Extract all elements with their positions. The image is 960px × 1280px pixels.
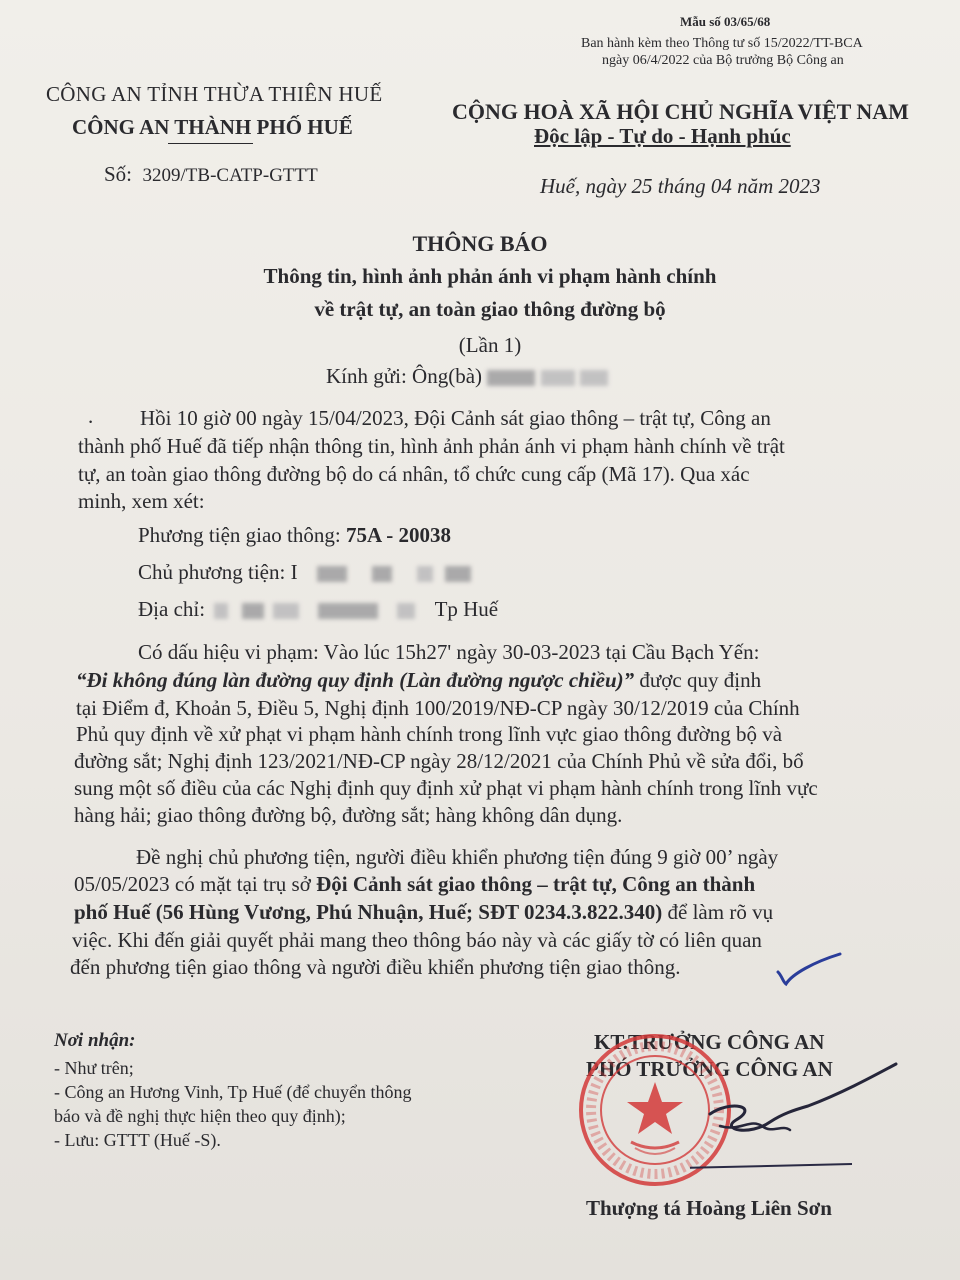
motto: Độc lập - Tự do - Hạnh phúc <box>534 124 791 148</box>
doc-round: (Lần 1) <box>458 333 522 357</box>
recipient-4: - Lưu: GTTT (Huế -S). <box>54 1130 221 1150</box>
form-code: Mẫu số 03/65/68 <box>680 14 771 29</box>
recipient-1: - Như trên; <box>54 1058 134 1078</box>
intro-line-4: minh, xem xét: <box>78 489 205 513</box>
org-name: CÔNG AN THÀNH PHỐ HUẾ <box>72 115 353 140</box>
doc-title: THÔNG BÁO <box>412 231 548 256</box>
vehicle-plate: 75A - 20038 <box>345 523 451 547</box>
handwritten-signature <box>690 1060 900 1180</box>
request-line-3: phố Huế (56 Hùng Vương, Phú Nhuận, Huế; SĐT 0234.3.822.340) để làm rõ vụ <box>74 900 774 924</box>
violation-name: “Đi không đúng làn đường quy định (Làn đường ngược chiều)” <box>76 668 635 692</box>
intro-line-1: Hồi 10 giờ 00 ngày 15/04/2023, Đội Cảnh sát giao thông – trật tự, Công an <box>140 406 771 430</box>
doc-number: Số: 3209/TB-CATP-GTTT <box>104 162 318 186</box>
violation-line-7: hàng hải; giao thông đường bộ, đường sắt; hàng không dân dụng. <box>74 803 623 827</box>
vehicle-owner-row: Chủ phương tiện: I <box>138 560 471 585</box>
request-line-4: việc. Khi đến giải quyết phải mang theo thông báo này và các giấy tờ có liên quan <box>72 928 762 952</box>
violation-line-6: sung một số điều của các Nghị định quy định xử phạt vi phạm hành chính trong lĩnh vực <box>74 776 818 800</box>
violation-line-1: Có dấu hiệu vi phạm: Vào lúc 15h27' ngày 30-03-2023 tại Cầu Bạch Yến: <box>138 640 760 664</box>
intro-line-3: tự, an toàn giao thông đường bộ do cá nhân, tổ chức cung cấp (Mã 17). Qua xác <box>78 462 750 486</box>
redacted-name <box>487 370 535 386</box>
signer-title-1: KT.TRƯỞNG CÔNG AN <box>594 1030 825 1054</box>
addressee: Kính gửi: Ông(bà) <box>326 364 608 389</box>
violation-line-2: “Đi không đúng làn đường quy định (Làn đường ngược chiều)” được quy định <box>76 668 762 692</box>
recipient-2: - Công an Hương Vinh, Tp Huế (để chuyển thông <box>54 1082 412 1102</box>
doc-subtitle-1: Thông tin, hình ảnh phản ánh vi phạm hành chính <box>263 264 717 288</box>
place-date: Huế, ngày 25 tháng 04 năm 2023 <box>540 174 821 198</box>
request-line-1: Đề nghị chủ phương tiện, người điều khiển phương tiện đúng 9 giờ 00’ ngày <box>136 845 779 869</box>
nation-name: CỘNG HOÀ XÃ HỘI CHỦ NGHĨA VIỆT NAM <box>452 99 909 124</box>
redacted-address <box>214 603 228 619</box>
redacted-owner <box>317 566 347 582</box>
doc-subtitle-2: về trật tự, an toàn giao thông đường bộ <box>314 297 666 321</box>
recipient-3: báo và đề nghị thực hiện theo quy định); <box>54 1106 346 1126</box>
vehicle-address-row: Địa chỉ: Tp Huế <box>138 597 499 621</box>
request-line-5: đến phương tiện giao thông và người điều khiển phương tiện giao thông. <box>70 955 681 979</box>
violation-line-4: Phủ quy định về xử phạt vi phạm hành chính trong lĩnh vực giao thông đường bộ và <box>76 722 783 746</box>
recipients-title: Nơi nhận: <box>54 1030 136 1051</box>
org-underline <box>168 143 253 144</box>
signer-name: Thượng tá Hoàng Liên Sơn <box>586 1196 832 1220</box>
pen-tick-mark <box>774 952 844 992</box>
violation-line-5: đường sắt; Nghị định 123/2021/NĐ-CP ngày 28/12/2021 của Chính Phủ về sửa đổi, bổ <box>74 749 804 773</box>
request-line-2: 05/05/2023 có mặt tại trụ sở Đội Cảnh sát giao thông – trật tự, Công an thành <box>74 872 756 896</box>
intro-line-2: thành phố Huế đã tiếp nhận thông tin, hình ảnh phản ánh vi phạm hành chính về trật <box>78 434 785 458</box>
form-note-2: ngày 06/4/2022 của Bộ trưởng Bộ Công an <box>602 53 844 68</box>
form-note-1: Ban hành kèm theo Thông tư số 15/2022/TT-BCA <box>581 36 863 51</box>
vehicle-plate-row: Phương tiện giao thông: 75A - 20038 <box>138 523 451 547</box>
signer-title-2: PHÓ TRƯỞNG CÔNG AN <box>586 1057 833 1081</box>
violation-line-3: tại Điểm đ, Khoản 5, Điều 5, Nghị định 100/2019/NĐ-CP ngày 30/12/2019 của Chính <box>76 696 800 720</box>
org-parent: CÔNG AN TỈNH THỪA THIÊN HUẾ <box>46 82 383 106</box>
bullet-dot: . <box>88 404 94 428</box>
